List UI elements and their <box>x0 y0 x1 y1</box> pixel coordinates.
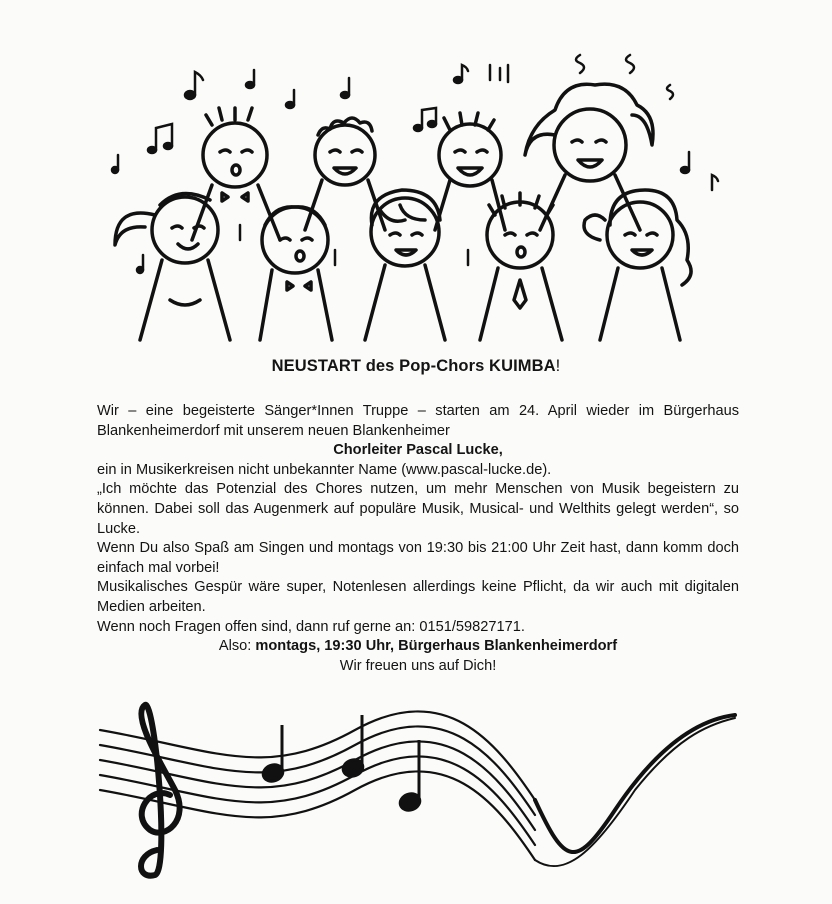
article-body <box>97 402 739 676</box>
note-2 <box>246 70 254 88</box>
choir-leader-suffix: , <box>498 442 503 459</box>
summary-prefix: Also: <box>218 638 256 655</box>
note-5 <box>148 124 172 153</box>
choir-leader-name: Chorleiter Pascal Lucke <box>333 442 499 459</box>
note-7 <box>454 65 468 83</box>
note-9 <box>576 55 673 99</box>
intro-paragraph: Wir – eine begeisterte Sänger*Innen Truppe – starten am 24. April wieder im Bürgerhaus Blankenheimerdorf mit unserem neuen Blankenheimer <box>97 403 739 439</box>
note-11 <box>712 175 718 190</box>
quote-paragraph: „Ich möchte das Potenzial des Chores nutzen, um mehr Menschen von Musik begeistern zu können. Dabei soll das Augenmerk auf populäre Musik, Musical- und Welthits gelegt werden“, so Lucke. <box>97 481 739 537</box>
choir-illustration <box>100 40 740 350</box>
note-4 <box>341 78 349 98</box>
invite-paragraph: Wenn Du also Spaß am Singen und montags von 19:30 bis 21:00 Uhr Zeit hast, dann komm doch einfach mal vorbei! <box>97 540 739 576</box>
note-1 <box>185 72 203 99</box>
singer-front-3 <box>365 190 445 340</box>
headline <box>0 357 832 376</box>
closing-line: Wir freuen uns auf Dich! <box>339 657 497 674</box>
singer-front-5 <box>584 190 691 340</box>
singer-front-4 <box>480 193 562 340</box>
contact-paragraph: Wenn noch Fragen offen sind, dann ruf gerne an: 0151/59827171. <box>97 618 525 635</box>
note-13 <box>137 255 143 273</box>
requirements-paragraph: Musikalisches Gespür wäre super, Notenlesen allerdings keine Pflicht, da wir auch mit digitalen Medien arbeiten. <box>97 579 739 615</box>
singer-back-4 <box>525 84 653 230</box>
note-6 <box>414 108 436 131</box>
note-12 <box>112 155 118 173</box>
note-3 <box>286 90 294 108</box>
staff-note-3 <box>398 740 422 813</box>
choir-leader-line <box>97 441 739 461</box>
note-10 <box>681 152 689 173</box>
music-staff-illustration <box>95 690 745 890</box>
staff-note-1 <box>261 725 285 784</box>
singer-front-1 <box>115 194 230 340</box>
note-8 <box>490 65 508 82</box>
singer-front-2 <box>260 207 332 340</box>
headline-bold: NEUSTART des Pop-Chors KUIMBA <box>271 357 556 375</box>
summary-details: montags, 19:30 Uhr, Bürgerhaus Blankenheimerdorf <box>255 638 618 655</box>
headline-suffix: ! <box>555 357 561 375</box>
name-line: ein in Musikerkreisen nicht unbekannter Name (www.pascal-lucke.de). <box>97 461 552 478</box>
summary-line <box>97 637 739 657</box>
treble-clef-icon <box>141 705 180 876</box>
